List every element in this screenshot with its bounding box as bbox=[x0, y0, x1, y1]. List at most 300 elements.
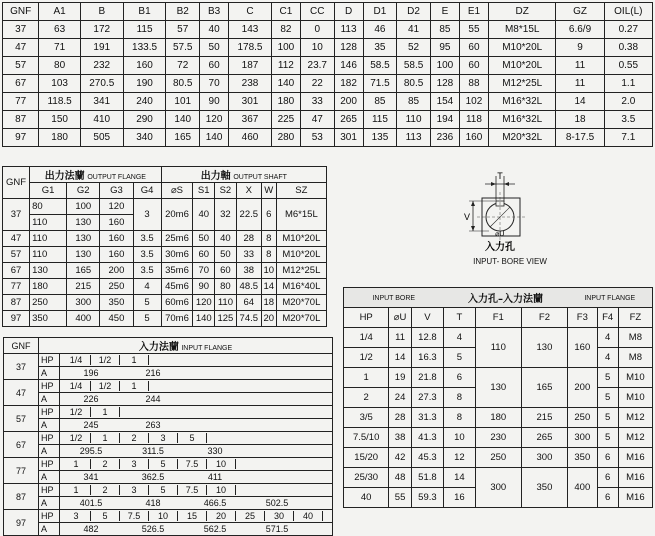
cell: 14 bbox=[444, 468, 476, 488]
cell: 290 bbox=[123, 111, 166, 129]
col-header: C bbox=[229, 3, 272, 21]
cell: 41.3 bbox=[411, 428, 443, 448]
cell: 300 bbox=[67, 295, 100, 311]
col-header: ⌀U bbox=[389, 308, 411, 328]
cell: 40 bbox=[193, 199, 215, 231]
hp-cell: 7.5/10 bbox=[344, 428, 389, 448]
cell: 14 bbox=[389, 348, 411, 368]
hp-value: 3 bbox=[62, 511, 91, 521]
hp-row bbox=[4, 510, 333, 523]
cell: 265 bbox=[334, 111, 363, 129]
a-value: 571.5 bbox=[265, 524, 289, 534]
hp-value: 15 bbox=[178, 511, 207, 521]
gnf-cell: 77 bbox=[4, 458, 39, 484]
cell: 20 bbox=[261, 311, 276, 327]
cell: 113 bbox=[397, 129, 431, 147]
a-value: 418 bbox=[145, 498, 161, 508]
a-value: 466.5 bbox=[203, 498, 227, 508]
a-value: 502.5 bbox=[265, 498, 289, 508]
hp-values bbox=[60, 510, 333, 523]
cell: 12 bbox=[444, 448, 476, 468]
hp-value: 1/4 bbox=[62, 355, 91, 365]
cell: 5 bbox=[597, 388, 618, 408]
cell: 130 bbox=[67, 215, 100, 231]
cell: 128 bbox=[430, 75, 459, 93]
cell: 270.5 bbox=[80, 75, 123, 93]
cell: 113 bbox=[334, 21, 363, 39]
cell: 0.55 bbox=[604, 57, 652, 75]
a-row bbox=[4, 523, 333, 536]
cell: 25m6 bbox=[161, 231, 193, 247]
a-value: 330 bbox=[207, 446, 223, 456]
gnf-cell: 87 bbox=[3, 111, 39, 129]
a-label: A bbox=[39, 393, 60, 406]
cell: 236 bbox=[430, 129, 459, 147]
cell: 45.3 bbox=[411, 448, 443, 468]
hp-value: 25 bbox=[236, 511, 265, 521]
col-header: E bbox=[430, 3, 459, 21]
cell: 118 bbox=[459, 111, 488, 129]
cell: 12.8 bbox=[411, 328, 443, 348]
cell: 301 bbox=[334, 129, 363, 147]
cell: 10 bbox=[261, 263, 276, 279]
table-row bbox=[3, 21, 653, 39]
col-header: GZ bbox=[556, 3, 604, 21]
cell: 350 bbox=[30, 311, 67, 327]
cell: 64 bbox=[236, 295, 261, 311]
cell: M10*20L bbox=[489, 57, 556, 75]
a-value: 362.5 bbox=[141, 472, 165, 482]
hp-cell: 40 bbox=[344, 488, 389, 508]
cell: M8 bbox=[618, 348, 652, 368]
hp-value: 5 bbox=[91, 511, 120, 521]
cell: 128 bbox=[334, 39, 363, 57]
gnf-cell: 87 bbox=[4, 484, 39, 510]
gnf-header: GNF bbox=[3, 167, 30, 199]
col-header: FZ bbox=[618, 308, 652, 328]
cell: 35 bbox=[363, 39, 397, 57]
cell: 27.3 bbox=[411, 388, 443, 408]
cell: 400 bbox=[67, 311, 100, 327]
cell: 50 bbox=[200, 39, 229, 57]
hp-value: 40 bbox=[294, 511, 323, 521]
hp-cell: 1/4 bbox=[344, 328, 389, 348]
input-bore-title: INPUT BORE bbox=[344, 288, 444, 308]
cell: 6 bbox=[597, 468, 618, 488]
gnf-cell: 47 bbox=[4, 380, 39, 406]
col-header: OIL(L) bbox=[604, 3, 652, 21]
cell: 8 bbox=[444, 408, 476, 428]
col-header: E1 bbox=[459, 3, 488, 21]
input-bore-diagram bbox=[455, 170, 565, 258]
hp-value: 7.5 bbox=[120, 511, 149, 521]
cell: 120 bbox=[193, 295, 215, 311]
gnf-cell: 47 bbox=[3, 39, 39, 57]
hp-cell: 25/30 bbox=[344, 468, 389, 488]
cell: 90 bbox=[193, 279, 215, 295]
cell: 1.1 bbox=[604, 75, 652, 93]
bore-title-cn: 入力孔 bbox=[485, 242, 515, 253]
output-flange-title: 出力法蘭 OUTPUT FLANGE bbox=[30, 167, 161, 183]
cell: M6*15L bbox=[276, 199, 326, 231]
cell: 24 bbox=[389, 388, 411, 408]
cell: 45m6 bbox=[161, 279, 193, 295]
cell: 200 bbox=[568, 368, 598, 408]
a-row bbox=[4, 497, 333, 510]
a-row bbox=[4, 419, 333, 432]
a-value: 226 bbox=[83, 394, 99, 404]
cell: 112 bbox=[271, 57, 300, 75]
cell: M16 bbox=[618, 448, 652, 468]
cell: 100 bbox=[67, 199, 100, 215]
main-header-row bbox=[3, 3, 653, 21]
cell: 32 bbox=[215, 199, 237, 231]
cell: 182 bbox=[334, 75, 363, 93]
cell: 16.3 bbox=[411, 348, 443, 368]
hp-row bbox=[4, 458, 333, 471]
col-header: D bbox=[334, 3, 363, 21]
cell: 31.3 bbox=[411, 408, 443, 428]
a-value: 526.5 bbox=[141, 524, 165, 534]
v-label: V bbox=[463, 212, 471, 222]
cell: M16*32L bbox=[489, 93, 556, 111]
col-header: ⌀S bbox=[161, 183, 193, 199]
cell: M12*25L bbox=[489, 75, 556, 93]
cell: 4 bbox=[133, 279, 161, 295]
u-label: ⌀U bbox=[495, 230, 505, 238]
input-flange-table bbox=[3, 337, 333, 536]
table-row bbox=[344, 328, 653, 348]
a-row bbox=[4, 471, 333, 484]
hp-cell: 1 bbox=[344, 368, 389, 388]
cell: 30m6 bbox=[161, 247, 193, 263]
cell: 115 bbox=[363, 111, 397, 129]
cell: 70m6 bbox=[161, 311, 193, 327]
hp-value: 3 bbox=[149, 433, 178, 443]
cell: 100 bbox=[271, 39, 300, 57]
output-title-row bbox=[3, 167, 327, 183]
cell: 40 bbox=[215, 231, 237, 247]
cell: M12 bbox=[618, 408, 652, 428]
cell: 52 bbox=[397, 39, 431, 57]
table-row bbox=[3, 39, 653, 57]
cell: M8 bbox=[618, 328, 652, 348]
cell: 60 bbox=[193, 247, 215, 263]
cell: 50 bbox=[215, 247, 237, 263]
cell: 11 bbox=[556, 57, 604, 75]
cell: 265 bbox=[521, 428, 567, 448]
hp-cell: 1/2 bbox=[344, 348, 389, 368]
cell: 133.5 bbox=[123, 39, 166, 57]
hp-value: 20 bbox=[207, 511, 236, 521]
cell: 50 bbox=[193, 231, 215, 247]
col-header: D2 bbox=[397, 3, 431, 21]
cell: 225 bbox=[271, 111, 300, 129]
cell: 0.27 bbox=[604, 21, 652, 39]
cell: 4 bbox=[597, 328, 618, 348]
hp-label: HP bbox=[39, 484, 60, 497]
cell: 190 bbox=[123, 75, 166, 93]
cell: 74.5 bbox=[236, 311, 261, 327]
col-header: F2 bbox=[521, 308, 567, 328]
cell: 146 bbox=[334, 57, 363, 75]
cell: 70 bbox=[200, 75, 229, 93]
col-header: G4 bbox=[133, 183, 161, 199]
cell: 60 bbox=[215, 263, 237, 279]
col-header: F1 bbox=[475, 308, 521, 328]
a-value: 341 bbox=[83, 472, 99, 482]
cell: 14 bbox=[556, 93, 604, 111]
a-value: 216 bbox=[145, 368, 161, 378]
hp-values bbox=[60, 484, 333, 497]
hp-values bbox=[60, 458, 333, 471]
cell: M10*20L bbox=[276, 247, 326, 263]
a-values bbox=[60, 497, 333, 510]
cell: 140 bbox=[166, 111, 200, 129]
gnf-cell: 47 bbox=[3, 231, 30, 247]
cell: 200 bbox=[334, 93, 363, 111]
a-value: 263 bbox=[145, 420, 161, 430]
gnf-header: GNF bbox=[4, 338, 39, 354]
cell: 8 bbox=[444, 388, 476, 408]
cell: 57 bbox=[166, 21, 200, 39]
cell: 60 bbox=[459, 57, 488, 75]
hp-values bbox=[60, 432, 333, 445]
cell: 5 bbox=[444, 348, 476, 368]
gnf-cell: 37 bbox=[4, 354, 39, 380]
cell: 28 bbox=[389, 408, 411, 428]
table-row bbox=[3, 75, 653, 93]
cell: 18 bbox=[261, 295, 276, 311]
hp-value: 5 bbox=[149, 459, 178, 469]
cell: 6 bbox=[597, 488, 618, 508]
hp-value: 3 bbox=[120, 459, 149, 469]
a-values bbox=[60, 367, 333, 380]
hp-value: 1 bbox=[120, 355, 149, 365]
gnf-cell: 57 bbox=[3, 247, 30, 263]
cell: M16 bbox=[618, 488, 652, 508]
cell: 48 bbox=[389, 468, 411, 488]
hp-row bbox=[4, 406, 333, 419]
table-row bbox=[3, 311, 327, 327]
gnf-cell: 97 bbox=[3, 129, 39, 147]
hp-values bbox=[60, 354, 333, 367]
cell: 38 bbox=[236, 263, 261, 279]
cell: 47 bbox=[300, 111, 334, 129]
cell: 90 bbox=[200, 93, 229, 111]
cell: 350 bbox=[568, 448, 598, 468]
cell: 130 bbox=[30, 263, 67, 279]
cell: M20*70L bbox=[276, 295, 326, 311]
cell: 4 bbox=[444, 328, 476, 348]
gnf-cell: 97 bbox=[4, 510, 39, 536]
cell: M16 bbox=[618, 468, 652, 488]
cell: 165 bbox=[521, 368, 567, 408]
cell: 250 bbox=[30, 295, 67, 311]
cell: 160 bbox=[100, 215, 133, 231]
hp-row bbox=[4, 484, 333, 497]
cell: 59.3 bbox=[411, 488, 443, 508]
hp-value: 1 bbox=[120, 381, 149, 391]
cell: 80.5 bbox=[397, 75, 431, 93]
cell: 180 bbox=[475, 408, 521, 428]
cell: 160 bbox=[123, 57, 166, 75]
col-header: X bbox=[236, 183, 261, 199]
a-label: A bbox=[39, 497, 60, 510]
col-header: C1 bbox=[271, 3, 300, 21]
cell: M16*40L bbox=[276, 279, 326, 295]
a-label: A bbox=[39, 523, 60, 536]
cell: 135 bbox=[363, 129, 397, 147]
cell: 58.5 bbox=[363, 57, 397, 75]
input-header-row bbox=[344, 308, 653, 328]
cell: 410 bbox=[80, 111, 123, 129]
cell: 71 bbox=[39, 39, 81, 57]
cell: 33 bbox=[236, 247, 261, 263]
hp-value: 7.5 bbox=[178, 485, 207, 495]
cell: 460 bbox=[229, 129, 272, 147]
a-value: 311.5 bbox=[142, 446, 164, 456]
cell: 58.5 bbox=[397, 57, 431, 75]
cell: 22.5 bbox=[236, 199, 261, 231]
cell: 110 bbox=[30, 215, 67, 231]
col-header: V bbox=[411, 308, 443, 328]
cell: 110 bbox=[30, 231, 67, 247]
hp-label: HP bbox=[39, 432, 60, 445]
cell: 11 bbox=[556, 75, 604, 93]
a-value: 245 bbox=[83, 420, 99, 430]
table-row bbox=[3, 129, 653, 147]
cell: M12*25L bbox=[276, 263, 326, 279]
cell: 10 bbox=[300, 39, 334, 57]
cell: 160 bbox=[568, 328, 598, 368]
col-header: B3 bbox=[200, 3, 229, 21]
cell: 14 bbox=[261, 279, 276, 295]
cell: 0 bbox=[300, 21, 334, 39]
cell: 85 bbox=[397, 93, 431, 111]
cell: 160 bbox=[100, 247, 133, 263]
cell: 340 bbox=[123, 129, 166, 147]
bore-title-en: INPUT- BORE VIEW bbox=[473, 257, 547, 266]
a-values bbox=[60, 393, 333, 406]
cell: 5 bbox=[597, 368, 618, 388]
table-row bbox=[3, 231, 327, 247]
table-row bbox=[3, 279, 327, 295]
gnf-cell: 67 bbox=[3, 263, 30, 279]
cell: 60m6 bbox=[161, 295, 193, 311]
cell: 6 bbox=[597, 448, 618, 468]
cell: M20*32L bbox=[489, 129, 556, 147]
cell: 300 bbox=[521, 448, 567, 468]
cell: 230 bbox=[475, 428, 521, 448]
hp-value: 2 bbox=[120, 433, 149, 443]
cell: 80 bbox=[30, 199, 67, 215]
hp-label: HP bbox=[39, 458, 60, 471]
cell: 3 bbox=[133, 199, 161, 231]
hp-value: 1 bbox=[62, 485, 91, 495]
cell: 350 bbox=[100, 295, 133, 311]
a-values bbox=[60, 471, 333, 484]
hp-label: HP bbox=[39, 380, 60, 393]
hp-values bbox=[60, 380, 333, 393]
cell: 88 bbox=[459, 75, 488, 93]
cell: 280 bbox=[271, 129, 300, 147]
output-subheader-row bbox=[3, 183, 327, 199]
hp-row bbox=[4, 380, 333, 393]
cell: 72 bbox=[166, 57, 200, 75]
table-row bbox=[3, 247, 327, 263]
input-cn-title: 入力孔–入力法蘭 bbox=[444, 288, 568, 308]
col-header: G3 bbox=[100, 183, 133, 199]
input-flange-title: 入力法蘭 INPUT FLANGE bbox=[39, 338, 333, 354]
hp-label: HP bbox=[39, 510, 60, 523]
gnf-cell: 67 bbox=[4, 432, 39, 458]
cell: 3.5 bbox=[604, 111, 652, 129]
a-value: 244 bbox=[145, 394, 161, 404]
cell: 100 bbox=[430, 57, 459, 75]
a-value: 411 bbox=[207, 472, 223, 482]
cell: 450 bbox=[100, 311, 133, 327]
cell: M10*20L bbox=[489, 39, 556, 57]
cell: 82 bbox=[271, 21, 300, 39]
hp-label: HP bbox=[39, 354, 60, 367]
gnf-cell: 77 bbox=[3, 279, 30, 295]
cell: 7.1 bbox=[604, 129, 652, 147]
cell: 165 bbox=[166, 129, 200, 147]
cell: 191 bbox=[80, 39, 123, 57]
main-dimension-table bbox=[2, 2, 653, 147]
cell: 110 bbox=[397, 111, 431, 129]
cell: 35m6 bbox=[161, 263, 193, 279]
cell: 250 bbox=[100, 279, 133, 295]
a-values bbox=[60, 445, 333, 458]
cell: 40 bbox=[200, 21, 229, 39]
cell: M12 bbox=[618, 428, 652, 448]
cell: 3.5 bbox=[133, 231, 161, 247]
hp-value: 1/2 bbox=[91, 355, 120, 365]
cell: 140 bbox=[200, 129, 229, 147]
col-header: B1 bbox=[123, 3, 166, 21]
cell: M10*20L bbox=[276, 231, 326, 247]
cell: 140 bbox=[193, 311, 215, 327]
cell: 55 bbox=[389, 488, 411, 508]
a-value: 562.5 bbox=[203, 524, 227, 534]
table-row bbox=[3, 263, 327, 279]
gnf-cell: 87 bbox=[3, 295, 30, 311]
col-header: F3 bbox=[568, 308, 598, 328]
col-header: DZ bbox=[489, 3, 556, 21]
cell: 5 bbox=[133, 295, 161, 311]
cell: 160 bbox=[459, 129, 488, 147]
gnf-cell: 57 bbox=[3, 57, 39, 75]
hp-value: 30 bbox=[265, 511, 294, 521]
cell: 33 bbox=[300, 93, 334, 111]
cell: 11 bbox=[389, 328, 411, 348]
table-row bbox=[3, 57, 653, 75]
cell: 120 bbox=[200, 111, 229, 129]
cell: 102 bbox=[459, 93, 488, 111]
cell: 5 bbox=[597, 428, 618, 448]
col-header: T bbox=[444, 308, 476, 328]
gnf-cell: 57 bbox=[4, 406, 39, 432]
cell: 180 bbox=[39, 129, 81, 147]
a-row bbox=[4, 445, 333, 458]
cell: 41 bbox=[397, 21, 431, 39]
cell: 110 bbox=[215, 295, 237, 311]
table-row bbox=[3, 111, 653, 129]
hp-value: 1/2 bbox=[91, 381, 120, 391]
cell: 118.5 bbox=[39, 93, 81, 111]
